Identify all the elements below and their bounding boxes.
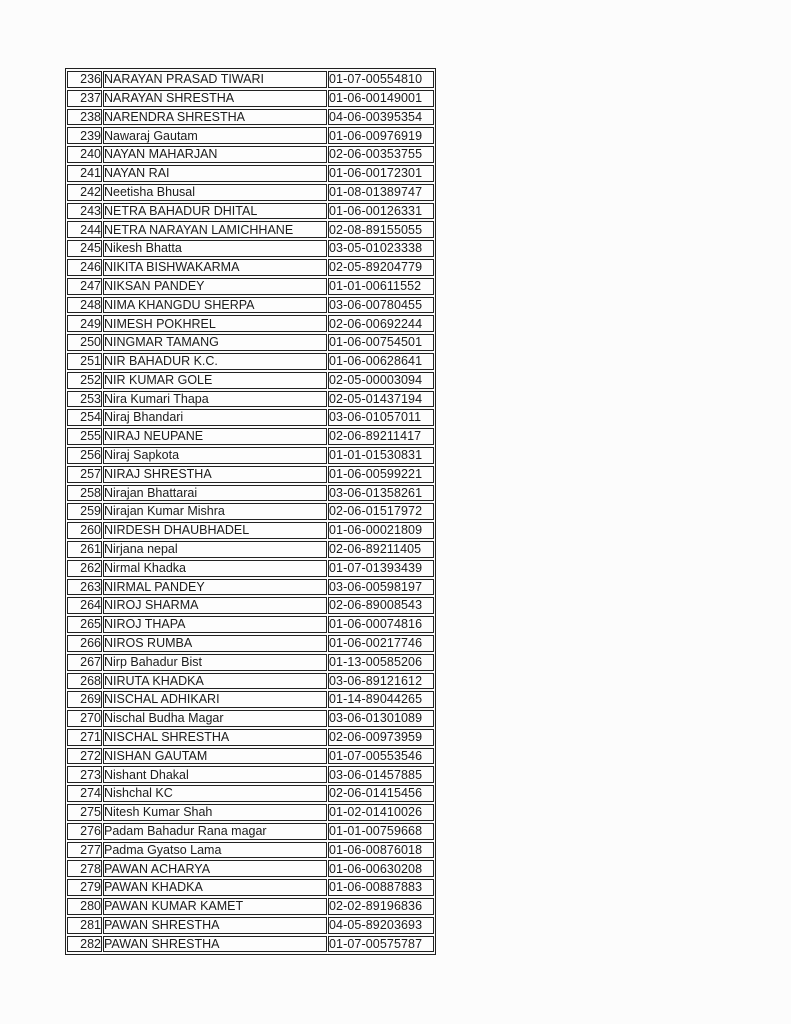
serial-cell: 237 [67, 90, 102, 107]
table-row [67, 127, 434, 144]
table-row [67, 860, 434, 877]
name-cell: NIRAJ NEUPANE [103, 428, 327, 445]
id-cell: 01-02-01410026 [328, 804, 434, 821]
table-row [67, 372, 434, 389]
id-cell: 02-06-89211405 [328, 541, 434, 558]
serial-cell: 258 [67, 485, 102, 502]
id-cell: 02-06-01415456 [328, 785, 434, 802]
table-row [67, 635, 434, 652]
id-cell: 03-06-01457885 [328, 766, 434, 783]
id-cell: 03-06-89121612 [328, 673, 434, 690]
id-cell: 01-06-00754501 [328, 334, 434, 351]
roster-table [65, 68, 436, 955]
name-cell: PAWAN ACHARYA [103, 860, 327, 877]
serial-cell: 251 [67, 353, 102, 370]
id-cell: 02-06-00692244 [328, 315, 434, 332]
name-cell: Nirajan Bhattarai [103, 485, 327, 502]
table-row [67, 785, 434, 802]
table-row [67, 879, 434, 896]
name-cell: NIMESH POKHREL [103, 315, 327, 332]
serial-cell: 273 [67, 766, 102, 783]
id-cell: 01-06-00887883 [328, 879, 434, 896]
name-cell: Padma Gyatso Lama [103, 842, 327, 859]
serial-cell: 262 [67, 560, 102, 577]
serial-cell: 241 [67, 165, 102, 182]
table-row [67, 842, 434, 859]
id-cell: 02-06-00353755 [328, 146, 434, 163]
id-cell: 03-06-01301089 [328, 710, 434, 727]
name-cell: NAYAN RAI [103, 165, 327, 182]
id-cell: 01-14-89044265 [328, 691, 434, 708]
name-cell: NARENDRA SHRESTHA [103, 109, 327, 126]
id-cell: 01-01-00611552 [328, 278, 434, 295]
table-row [67, 766, 434, 783]
serial-cell: 278 [67, 860, 102, 877]
name-cell: Nirjana nepal [103, 541, 327, 558]
table-row [67, 579, 434, 596]
serial-cell: 282 [67, 936, 102, 953]
serial-cell: 280 [67, 898, 102, 915]
serial-cell: 269 [67, 691, 102, 708]
name-cell: NETRA NARAYAN LAMICHHANE [103, 221, 327, 238]
name-cell: NAYAN MAHARJAN [103, 146, 327, 163]
id-cell: 01-06-00876018 [328, 842, 434, 859]
table-row [67, 466, 434, 483]
id-cell: 01-06-00599221 [328, 466, 434, 483]
serial-cell: 275 [67, 804, 102, 821]
serial-cell: 243 [67, 203, 102, 220]
serial-cell: 254 [67, 409, 102, 426]
table-row [67, 90, 434, 107]
table-row [67, 221, 434, 238]
id-cell: 03-06-00780455 [328, 297, 434, 314]
id-cell: 02-05-00003094 [328, 372, 434, 389]
serial-cell: 245 [67, 240, 102, 257]
name-cell: NETRA BAHADUR DHITAL [103, 203, 327, 220]
name-cell: NIRDESH DHAUBHADEL [103, 522, 327, 539]
name-cell: Nischal Budha Magar [103, 710, 327, 727]
serial-cell: 281 [67, 917, 102, 934]
name-cell: NIMA KHANGDU SHERPA [103, 297, 327, 314]
table-row [67, 503, 434, 520]
id-cell: 02-06-01517972 [328, 503, 434, 520]
serial-cell: 242 [67, 184, 102, 201]
name-cell: NIR KUMAR GOLE [103, 372, 327, 389]
name-cell: NIRUTA KHADKA [103, 673, 327, 690]
name-cell: NISCHAL SHRESTHA [103, 729, 327, 746]
id-cell: 01-06-00628641 [328, 353, 434, 370]
id-cell: 02-06-00973959 [328, 729, 434, 746]
name-cell: NIKITA BISHWAKARMA [103, 259, 327, 276]
serial-cell: 274 [67, 785, 102, 802]
name-cell: Neetisha Bhusal [103, 184, 327, 201]
table-row [67, 654, 434, 671]
serial-cell: 279 [67, 879, 102, 896]
table-row [67, 823, 434, 840]
id-cell: 01-07-00575787 [328, 936, 434, 953]
id-cell: 02-08-89155055 [328, 221, 434, 238]
table-row [67, 447, 434, 464]
id-cell: 04-05-89203693 [328, 917, 434, 934]
table-row [67, 109, 434, 126]
name-cell: NIROJ THAPA [103, 616, 327, 633]
serial-cell: 261 [67, 541, 102, 558]
table-row [67, 748, 434, 765]
table-row [67, 391, 434, 408]
serial-cell: 257 [67, 466, 102, 483]
id-cell: 01-07-00554810 [328, 71, 434, 88]
id-cell: 01-06-00172301 [328, 165, 434, 182]
id-cell: 01-01-00759668 [328, 823, 434, 840]
name-cell: Nirmal Khadka [103, 560, 327, 577]
table-row [67, 917, 434, 934]
name-cell: Nirp Bahadur Bist [103, 654, 327, 671]
id-cell: 03-06-00598197 [328, 579, 434, 596]
id-cell: 01-06-00217746 [328, 635, 434, 652]
table-row [67, 541, 434, 558]
name-cell: NISCHAL ADHIKARI [103, 691, 327, 708]
serial-cell: 236 [67, 71, 102, 88]
id-cell: 01-06-00149001 [328, 90, 434, 107]
name-cell: Niraj Bhandari [103, 409, 327, 426]
serial-cell: 260 [67, 522, 102, 539]
name-cell: NARAYAN PRASAD TIWARI [103, 71, 327, 88]
id-cell: 02-05-01437194 [328, 391, 434, 408]
serial-cell: 270 [67, 710, 102, 727]
name-cell: PAWAN KHADKA [103, 879, 327, 896]
table-row [67, 691, 434, 708]
serial-cell: 247 [67, 278, 102, 295]
table-row [67, 673, 434, 690]
table-row [67, 804, 434, 821]
serial-cell: 265 [67, 616, 102, 633]
serial-cell: 238 [67, 109, 102, 126]
name-cell: Nishant Dhakal [103, 766, 327, 783]
name-cell: Nikesh Bhatta [103, 240, 327, 257]
name-cell: PAWAN SHRESTHA [103, 917, 327, 934]
table-row [67, 334, 434, 351]
id-cell: 01-13-00585206 [328, 654, 434, 671]
table-row [67, 560, 434, 577]
name-cell: Niraj Sapkota [103, 447, 327, 464]
table-row [67, 428, 434, 445]
table-row [67, 165, 434, 182]
id-cell: 01-01-01530831 [328, 447, 434, 464]
serial-cell: 244 [67, 221, 102, 238]
serial-cell: 252 [67, 372, 102, 389]
table-row [67, 315, 434, 332]
table-row [67, 936, 434, 953]
table-row [67, 240, 434, 257]
table-row [67, 409, 434, 426]
table-row [67, 522, 434, 539]
table-row [67, 898, 434, 915]
id-cell: 01-06-00074816 [328, 616, 434, 633]
serial-cell: 248 [67, 297, 102, 314]
serial-cell: 266 [67, 635, 102, 652]
name-cell: NIROS RUMBA [103, 635, 327, 652]
name-cell: Nawaraj Gautam [103, 127, 327, 144]
name-cell: NIR BAHADUR K.C. [103, 353, 327, 370]
serial-cell: 250 [67, 334, 102, 351]
name-cell: NIROJ SHARMA [103, 597, 327, 614]
table-row [67, 616, 434, 633]
id-cell: 01-06-00630208 [328, 860, 434, 877]
name-cell: NARAYAN SHRESTHA [103, 90, 327, 107]
table-row [67, 485, 434, 502]
name-cell: NIRMAL PANDEY [103, 579, 327, 596]
name-cell: Nitesh Kumar Shah [103, 804, 327, 821]
id-cell: 01-07-01393439 [328, 560, 434, 577]
id-cell: 01-06-00126331 [328, 203, 434, 220]
table-row [67, 71, 434, 88]
serial-cell: 255 [67, 428, 102, 445]
table-row [67, 184, 434, 201]
table-row [67, 297, 434, 314]
id-cell: 04-06-00395354 [328, 109, 434, 126]
id-cell: 01-07-00553546 [328, 748, 434, 765]
serial-cell: 253 [67, 391, 102, 408]
serial-cell: 263 [67, 579, 102, 596]
table-row [67, 710, 434, 727]
serial-cell: 276 [67, 823, 102, 840]
table-row [67, 146, 434, 163]
name-cell: NIKSAN PANDEY [103, 278, 327, 295]
name-cell: NISHAN GAUTAM [103, 748, 327, 765]
id-cell: 03-05-01023338 [328, 240, 434, 257]
serial-cell: 268 [67, 673, 102, 690]
name-cell: PAWAN KUMAR KAMET [103, 898, 327, 915]
table-row [67, 259, 434, 276]
id-cell: 02-06-89008543 [328, 597, 434, 614]
name-cell: Nira Kumari Thapa [103, 391, 327, 408]
name-cell: Nirajan Kumar Mishra [103, 503, 327, 520]
serial-cell: 249 [67, 315, 102, 332]
serial-cell: 246 [67, 259, 102, 276]
id-cell: 03-06-01358261 [328, 485, 434, 502]
serial-cell: 239 [67, 127, 102, 144]
roster-table-container [65, 68, 436, 955]
serial-cell: 259 [67, 503, 102, 520]
table-row [67, 278, 434, 295]
table-row [67, 203, 434, 220]
serial-cell: 240 [67, 146, 102, 163]
table-row [67, 597, 434, 614]
roster-table-body [67, 71, 434, 952]
id-cell: 01-06-00021809 [328, 522, 434, 539]
serial-cell: 264 [67, 597, 102, 614]
id-cell: 01-08-01389747 [328, 184, 434, 201]
id-cell: 01-06-00976919 [328, 127, 434, 144]
table-row [67, 729, 434, 746]
serial-cell: 272 [67, 748, 102, 765]
serial-cell: 256 [67, 447, 102, 464]
name-cell: Nishchal KC [103, 785, 327, 802]
id-cell: 02-02-89196836 [328, 898, 434, 915]
serial-cell: 277 [67, 842, 102, 859]
name-cell: NINGMAR TAMANG [103, 334, 327, 351]
id-cell: 02-06-89211417 [328, 428, 434, 445]
serial-cell: 267 [67, 654, 102, 671]
id-cell: 02-05-89204779 [328, 259, 434, 276]
name-cell: PAWAN SHRESTHA [103, 936, 327, 953]
serial-cell: 271 [67, 729, 102, 746]
id-cell: 03-06-01057011 [328, 409, 434, 426]
name-cell: NIRAJ SHRESTHA [103, 466, 327, 483]
name-cell: Padam Bahadur Rana magar [103, 823, 327, 840]
table-row [67, 353, 434, 370]
